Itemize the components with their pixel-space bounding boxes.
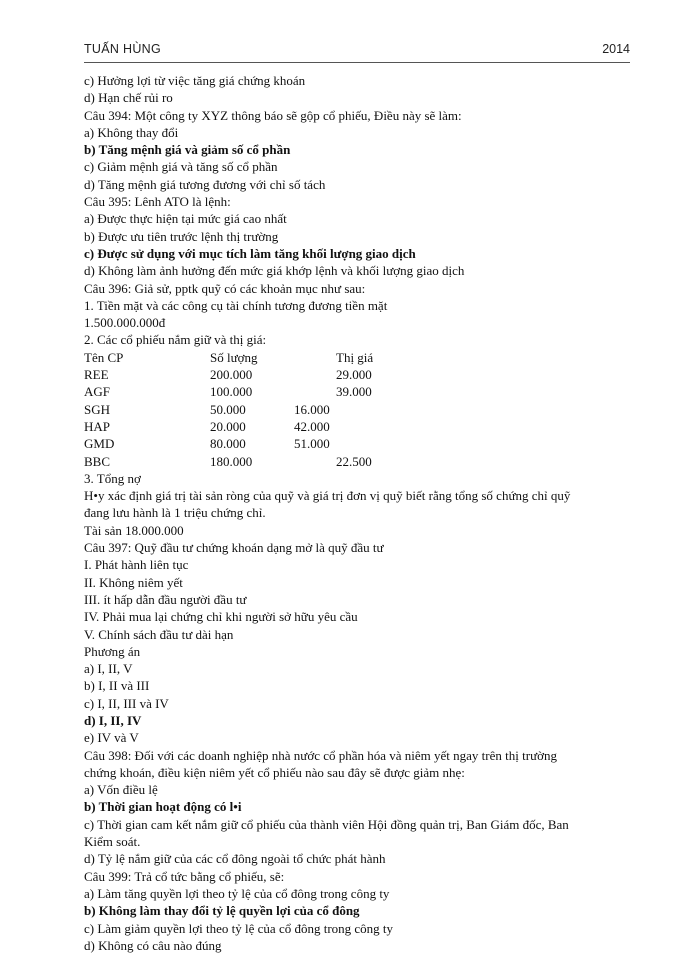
stock-qty: 180.000: [210, 453, 253, 469]
stock-row: [84, 418, 630, 435]
question-394: Câu 394: Một công ty XYZ thông báo sẽ gộp cổ phiếu, Điều này sẽ làm:: [84, 107, 462, 123]
stock-name: REE: [84, 367, 109, 383]
answer-line: d) I, II, IV: [84, 712, 142, 728]
stock-price-b: 29.000: [336, 367, 372, 383]
text-line: c) Hưởng lợi từ việc tăng giá chứng khoán: [84, 73, 306, 88]
question-396: Câu 396: Giả sử, pptk quỹ có các khoản mục như sau:: [84, 280, 366, 296]
option-line: c) Làm giảm quyền lợi theo tỷ lệ của cổ đông trong công ty: [84, 920, 394, 936]
option-line: d) Không có câu nào đúng: [84, 937, 222, 953]
option-line: a) Không thay đổi: [84, 124, 179, 140]
stock-price-b: 22.500: [336, 453, 372, 469]
option-line: c) I, II, III và IV: [84, 695, 169, 711]
header-rule: [84, 62, 630, 63]
option-line: d) Tăng mệnh giá tương đương với chỉ số tách: [84, 176, 326, 192]
text-line: d) Hạn chế rủi ro: [84, 90, 173, 106]
text-line: 3. Tổng nợ: [84, 470, 141, 486]
option-line: b) I, II và III: [84, 678, 150, 694]
stock-row: [84, 435, 630, 452]
stock-qty: 80.000: [210, 436, 246, 452]
option-line: a) I, II, V: [84, 661, 133, 677]
text-line: 2. Các cổ phiếu nắm giữ và thị giá:: [84, 332, 267, 348]
stock-row: [84, 453, 630, 470]
option-line: c) Giảm mệnh giá và tăng số cổ phần: [84, 159, 278, 175]
header-author: TUẤN HÙNG: [84, 42, 162, 56]
question-397: Câu 397: Quỹ đầu tư chứng khoán dạng mở là quỹ đầu tư: [84, 540, 384, 556]
stock-name: BBC: [84, 453, 111, 469]
option-line: c) Thời gian cam kết nắm giữ cổ phiếu của thành viên Hội đồng quản trị, Ban Giám đốc, Ban: [84, 816, 569, 832]
option-line: a) Được thực hiện tại mức giá cao nhất: [84, 211, 287, 227]
text-line: H•y xác định giá trị tài sản ròng của quỹ và giá trị đơn vị quỹ biết rằng tổng số chứng chỉ quỹ: [84, 488, 571, 504]
stock-qty: 200.000: [210, 367, 253, 383]
stock-row: [84, 401, 630, 418]
document-body: [84, 72, 630, 954]
text-line: Phương án: [84, 643, 141, 659]
column-header: Thị giá: [336, 349, 374, 365]
stock-price-a: 16.000: [294, 401, 330, 417]
option-line: d) Không làm ảnh hưởng đến mức giá khớp lệnh và khối lượng giao dịch: [84, 263, 465, 279]
text-line: Tài sản 18.000.000: [84, 522, 184, 538]
stock-row: [84, 383, 630, 400]
text-line: I. Phát hành liên tục: [84, 557, 189, 573]
column-header: Tên CP: [84, 349, 124, 365]
option-line: a) Vốn điều lệ: [84, 782, 158, 798]
stock-qty: 100.000: [210, 384, 253, 400]
question-398: Câu 398: Đối với các doanh nghiệp nhà nước cổ phần hóa và niêm yết ngay trên thị trường: [84, 747, 557, 763]
option-line: a) Làm tăng quyền lợi theo tỷ lệ của cổ đông trong công ty: [84, 885, 390, 901]
stock-name: SGH: [84, 401, 111, 417]
stock-qty: 20.000: [210, 418, 246, 434]
text-line: đang lưu hành là 1 triệu chứng chỉ.: [84, 505, 266, 521]
stock-name: HAP: [84, 418, 111, 434]
stock-table-header: [84, 349, 630, 366]
page-header: [84, 38, 630, 62]
option-line: b) Được ưu tiên trước lệnh thị trường: [84, 228, 279, 244]
text-line: II. Không niêm yết: [84, 574, 183, 590]
question-395: Câu 395: Lênh ATO là lệnh:: [84, 194, 231, 210]
question-399: Câu 399: Trả cổ tức bằng cổ phiếu, sẽ:: [84, 868, 285, 884]
option-line: e) IV và V: [84, 730, 139, 746]
answer-line: b) Tăng mệnh giá và giảm số cổ phần: [84, 142, 291, 158]
text-line: V. Chính sách đầu tư dài hạn: [84, 626, 234, 642]
answer-line: b) Không làm thay đổi tỷ lệ quyền lợi của cổ đông: [84, 903, 360, 919]
text-line: 1. Tiền mặt và các công cụ tài chính tương đương tiền mặt: [84, 297, 388, 313]
stock-name: AGF: [84, 384, 111, 400]
stock-price-a: 51.000: [294, 436, 330, 452]
text-line: III. ít hấp dẫn đầu người đầu tư: [84, 591, 247, 607]
answer-line: b) Thời gian hoạt động có l•i: [84, 799, 242, 815]
answer-line: c) Được sử dụng với mục tích làm tăng khối lượng giao dịch: [84, 245, 416, 261]
text-line: 1.500.000.000đ: [84, 315, 166, 331]
stock-name: GMD: [84, 436, 115, 452]
stock-price-b: 39.000: [336, 384, 372, 400]
stock-qty: 50.000: [210, 401, 246, 417]
text-line: chứng khoán, điều kiện niêm yết cổ phiếu nào sau đây sẽ được giảm nhẹ:: [84, 764, 465, 780]
column-header: Số lượng: [210, 349, 258, 365]
text-line: IV. Phải mua lại chứng chỉ khi người sở hữu yêu cầu: [84, 609, 358, 625]
text-line: Kiểm soát.: [84, 834, 141, 850]
header-year: 2014: [602, 42, 630, 56]
option-line: d) Tỷ lệ nắm giữ của các cổ đông ngoài tổ chức phát hành: [84, 851, 386, 867]
stock-row: [84, 366, 630, 383]
stock-price-a: 42.000: [294, 418, 330, 434]
